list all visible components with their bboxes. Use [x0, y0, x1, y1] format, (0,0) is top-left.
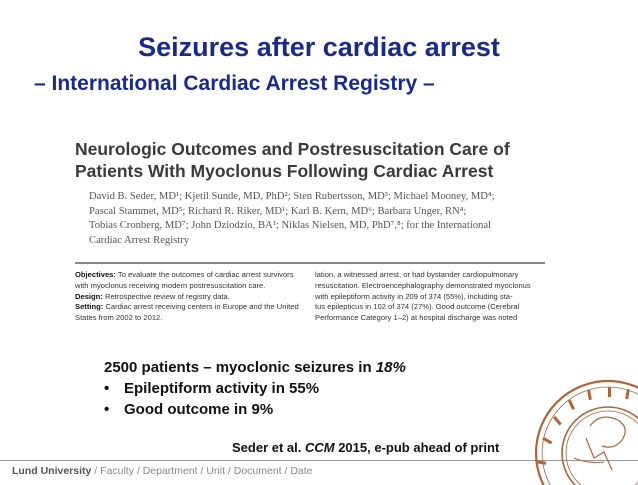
author-line: Tobias Cronberg, MD⁷; John Dziodzio, BA¹; Niklas Nielsen, MD, PhD⁷,⁸; for the International [89, 220, 491, 232]
paper-title-line: Patients With Myoclonus Following Cardiac Arrest [75, 161, 494, 181]
findings-headline [104, 357, 406, 378]
slide-subtitle: – International Cardiac Arrest Registry – [34, 72, 435, 95]
seal-icon [530, 378, 638, 485]
paper-title-line: Neurologic Outcomes and Postresuscitation Care of [75, 139, 510, 159]
author-line: David B. Seder, MD¹; Kjetil Sunde, MD, PhD²; Sten Rubertsson, MD³; Michael Mooney, MD⁴; [89, 191, 495, 202]
objectives-text: To evaluate the outcomes of cardiac arrest survivors [115, 270, 294, 279]
headline-text: 2500 patients – myoclonic seizures in [104, 359, 376, 376]
abstract-line: with epileptiform activity in 209 of 374 (55%), including sta- [315, 291, 513, 301]
slide-title: Seizures after cardiac arrest [138, 32, 500, 62]
abstract-line: States from 2002 to 2012. [75, 313, 163, 323]
footer [12, 465, 313, 477]
abstract-line: Performance Category 1–2) at hospital discharge was noted [315, 313, 518, 323]
finding-text: Good outcome in 9% [124, 401, 274, 418]
paper-authors [89, 190, 495, 248]
citation-detail: 2015, e-pub ahead of print [334, 440, 500, 455]
footer-path: / Faculty / Department / Unit / Document / Date [91, 465, 313, 477]
key-findings [104, 357, 406, 420]
design-text: Retrospective review of registry data. [102, 291, 230, 301]
design-label: Design: [75, 291, 103, 301]
setting-text: Cardiac arrest receiving centers in Europe and the United [103, 302, 299, 312]
citation-journal: CCM [304, 440, 335, 455]
objectives-label: Objectives: [75, 270, 116, 279]
abstract-divider [75, 262, 545, 264]
abstract-line [75, 302, 299, 313]
finding-text: Epileptiform activity in 55% [124, 380, 320, 397]
abstract-line: tus epilepticus in 102 of 374 (27%). Good outcome (Cerebral [315, 302, 520, 312]
finding-bullet [104, 399, 406, 420]
abstract-line: lation, a witnessed arrest, or had bystander cardiopulmonary [315, 270, 519, 279]
paper-excerpt [75, 130, 545, 340]
abstract-line: resuscitation. Electroencephalography demonstrated myoclonus [315, 280, 531, 290]
abstract-line [75, 270, 299, 281]
abstract-line: with myoclonus receiving modern postresuscitation care. [75, 280, 266, 290]
paper-title [75, 138, 510, 182]
university-seal-logo [530, 378, 638, 485]
abstract-line [75, 292, 299, 303]
bullet-marker: • [104, 401, 110, 418]
author-line: Pascal Stammet, MD⁵; Richard R. Riker, MD¹; Karl B. Kern, MD⁶; Barbara Unger, RN⁴; [89, 205, 467, 217]
setting-label: Setting: [75, 302, 104, 312]
finding-bullet [104, 378, 406, 399]
headline-percent: 18% [375, 359, 406, 376]
abstract-left-column [75, 270, 299, 324]
author-line: Cardiac Arrest Registry [89, 234, 190, 246]
abstract-right-column [315, 270, 531, 324]
footer-org: Lund University [12, 465, 92, 477]
citation [232, 440, 499, 455]
bullet-marker: • [104, 380, 110, 397]
citation-authors: Seder et al. [232, 440, 305, 455]
